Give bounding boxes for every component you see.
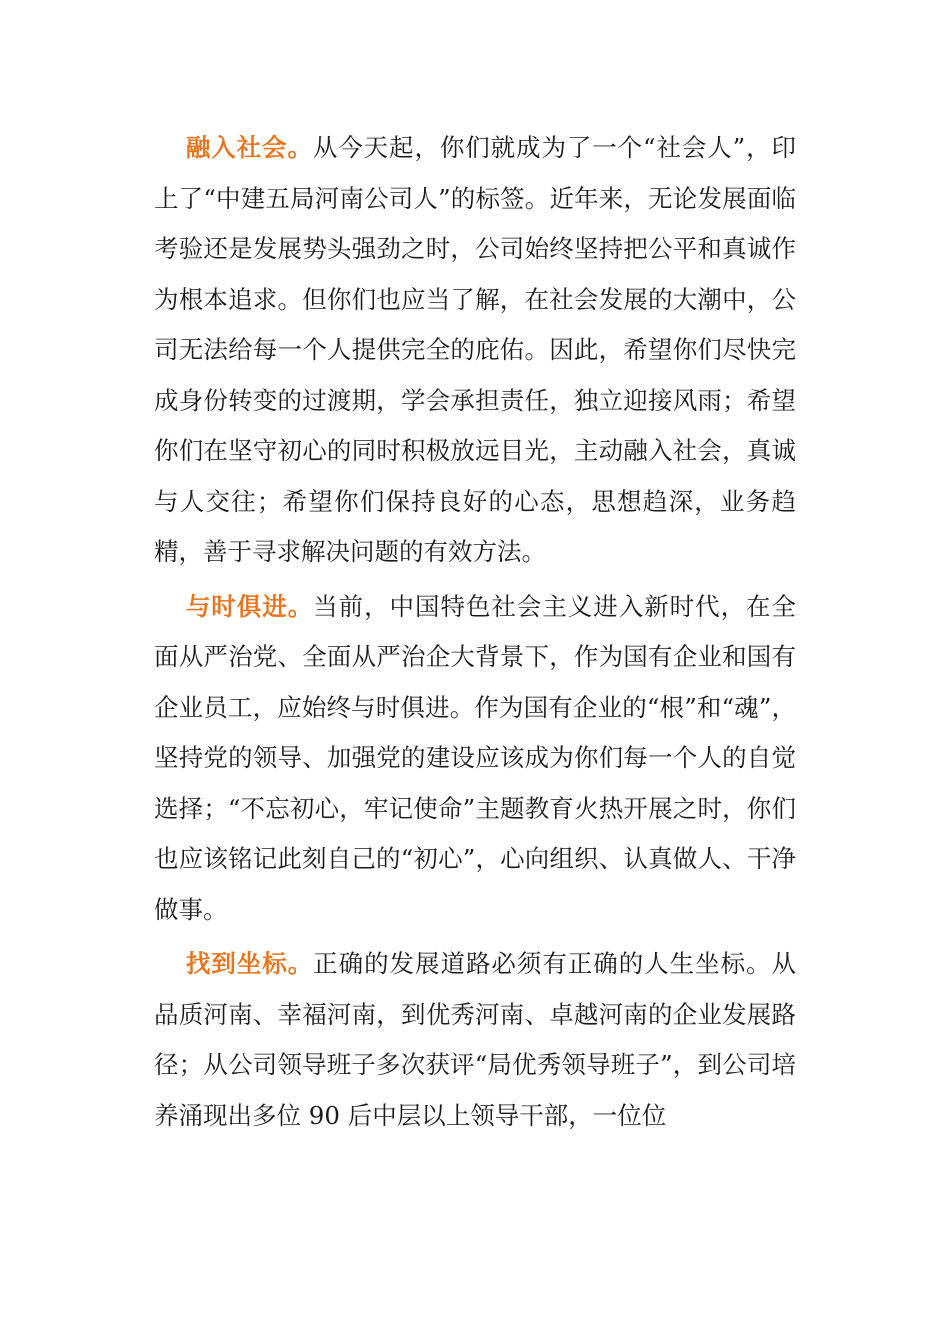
paragraph-keep-pace: [154, 582, 796, 936]
paragraph-body: 正确的发展道路必须有正确的人生坐标。从品质河南、幸福河南，到优秀河南、卓越河南的企业发展路径；从公司领导班子多次获评“局优秀领导班子”，到公司培养涌现出多位 90 后中层以上领导干部，一位位: [154, 949, 797, 1130]
paragraph-heading: 融入社会。: [185, 133, 313, 162]
paragraph-body: 从今天起，你们就成为了一个“社会人”，印上了“中建五局河南公司人”的标签。近年来，无论发展面临考验还是发展势头强劲之时，公司始终坚持把公平和真诚作为根本追求。但你们也应当了解，在社会发展的大潮中，公司无法给每一个人提供完全的庇佑。因此，希望你们尽快完成身份转变的过渡期，学会承担责任，独立迎接风雨；希望你们在坚守初心的同时积极放远目光，主动融入社会，真诚与人交往；希望你们保持良好的心态，思想趋深，业务趋精，善于寻求解决问题的有效方法。: [154, 133, 796, 566]
paragraph-find-coordinates: [154, 939, 796, 1141]
paragraph-integrate-society: [154, 123, 796, 578]
paragraph-heading: 找到坐标。: [185, 949, 314, 978]
document-page: [154, 123, 796, 1142]
paragraph-heading: 与时俱进。: [185, 591, 314, 621]
paragraph-body: 当前，中国特色社会主义进入新时代，在全面从严治党、全面从严治企大背景下，作为国有企业和国有企业员工，应始终与时俱进。作为国有企业的“根”和“魂”，坚持党的领导、加强党的建设应该成为你们每一个人的自觉选择；“不忘初心，牢记使命”主题教育火热开展之时，你们也应该铭记此刻自己的“初心”，心向组织、认真做人、干净做事。: [154, 591, 797, 924]
